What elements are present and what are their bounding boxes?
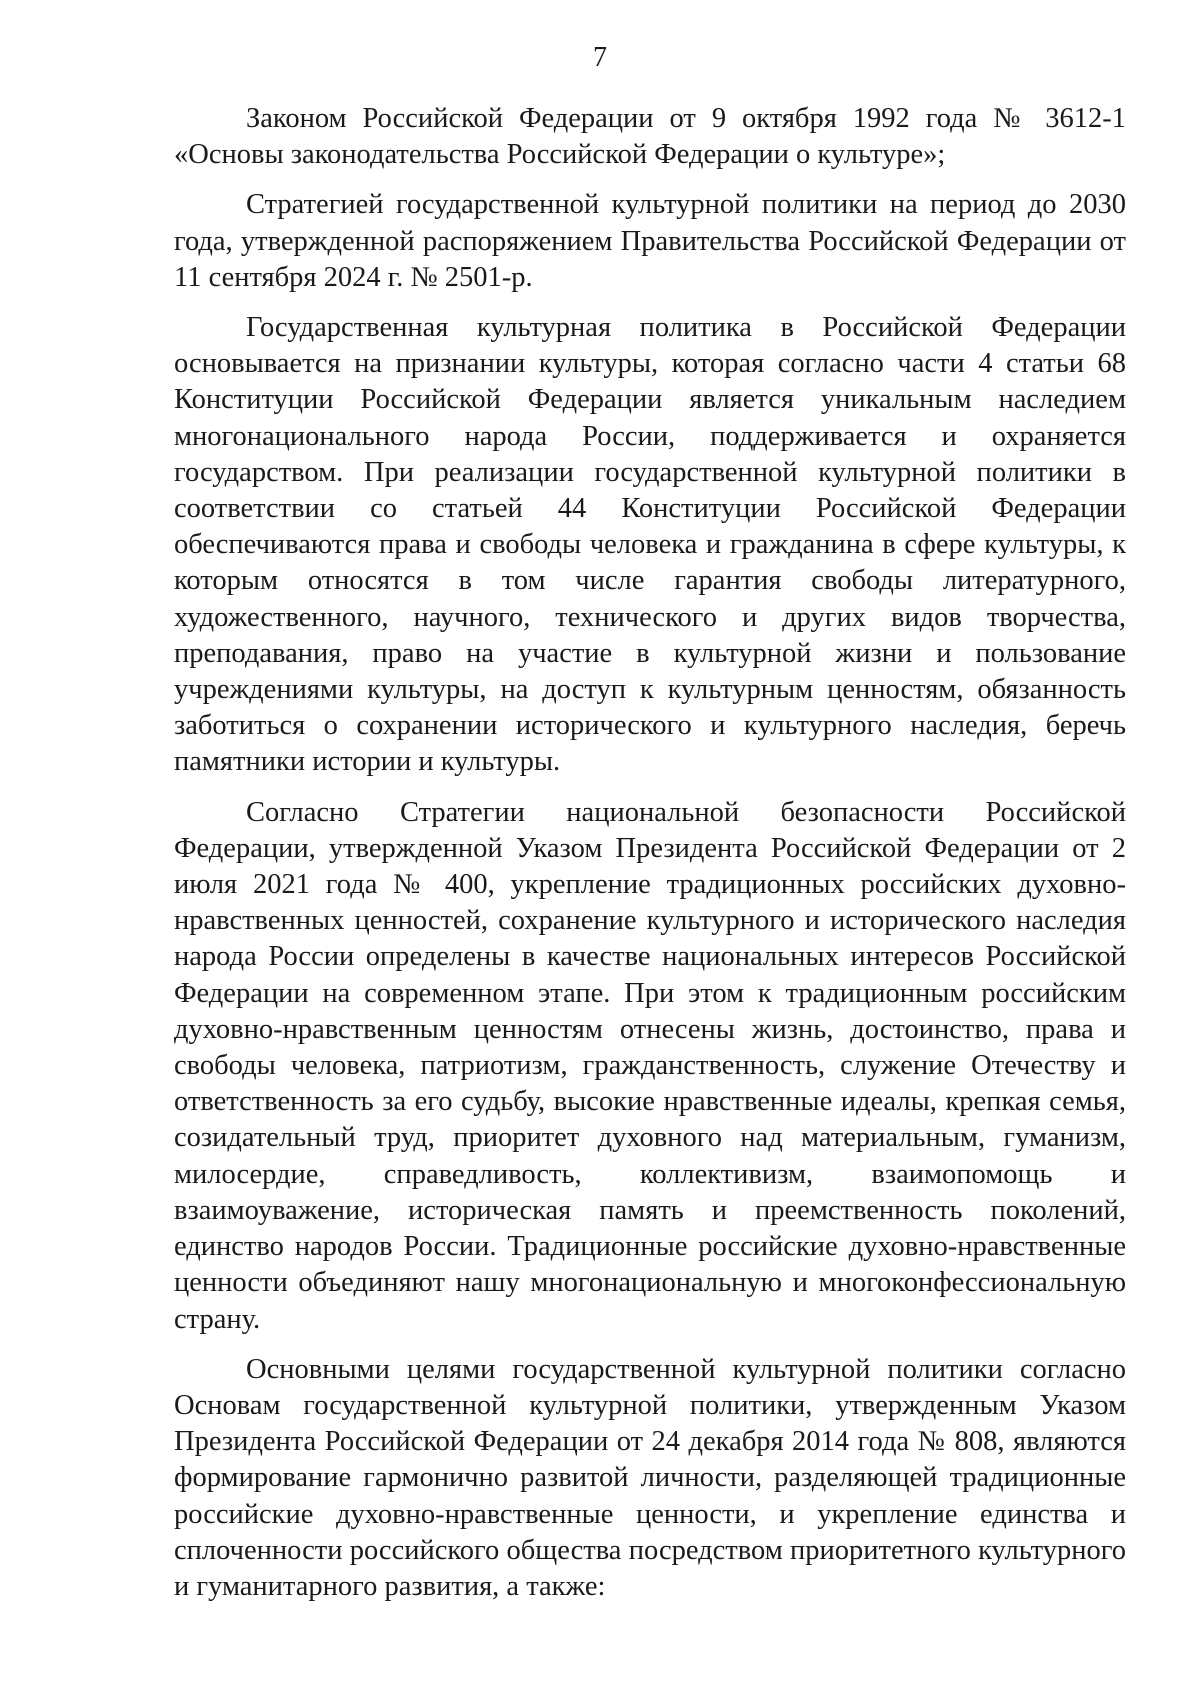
document-body [174, 101, 1126, 1605]
paragraph-strategy-2030: Стратегией государственной культурной политики на период до 2030 года, утвержденной распоряжением Правительства Российской Федерации от 11 сентября 2024 г. № 2501-р. [174, 189, 1126, 293]
paragraph-policy-goals: Основными целями государственной культурной политики согласно Основам государственной культурной политики, утвержденным Указом Президента Российской Федерации от 24 декабря 2014 года № 808, являются формирование гармонично развитой личности, разделяющей традиционные российские духовно-нравственные ценности, и укрепление единства и сплоченности российского общества посредством приоритетного культурного и гуманитарного развития, а также: [174, 1353, 1126, 1602]
paragraph-law-on-culture: Законом Российской Федерации от 9 октября 1992 года № 3612-1 «Основы законодательства Российской Федерации о культуре»; [174, 103, 1126, 171]
paragraph-cultural-policy-basis: Государственная культурная политика в Российской Федерации основывается на признании культуры, которая согласно части 4 статьи 68 Конституции Российской Федерации является уникальным наследием многонационального народа России, поддерживается и охраняется государством. При реализации государственной культурной политики в соответствии со статьей 44 Конституции Российской Федерации обеспечиваются права и свободы человека и гражданина в сфере культуры, к которым относятся в том числе гарантия свободы литературного, художественного, научного, технического и других видов творчества, преподавания, право на участие в культурной жизни и пользование учреждениями культуры, на доступ к культурным ценностям, обязанность заботиться о сохранении исторического и культурного наследия, беречь памятники истории и культуры. [174, 312, 1126, 778]
paragraph-national-security-strategy: Согласно Стратегии национальной безопасности Российской Федерации, утвержденной Указом Президента Российской Федерации от 2 июля 2021 года № 400, укрепление традиционных российских духовно-нравственных ценностей, сохранение культурного и исторического наследия народа России определены в качестве национальных интересов Российской Федерации на современном этапе. При этом к традиционным российским духовно-нравственным ценностям отнесены жизнь, достоинство, права и свободы человека, патриотизм, гражданственность, служение Отечеству и ответственность за его судьбу, высокие нравственные идеалы, крепкая семья, созидательный труд, приоритет духовного над материальным, гуманизм, милосердие, справедливость, коллективизм, взаимопомощь и взаимоуважение, историческая память и преемственность поколений, единство народов России. Традиционные российские духовно-нравственные ценности объединяют нашу многонациональную и многоконфессиональную страну. [174, 796, 1126, 1335]
page-number: 7 [593, 42, 607, 73]
